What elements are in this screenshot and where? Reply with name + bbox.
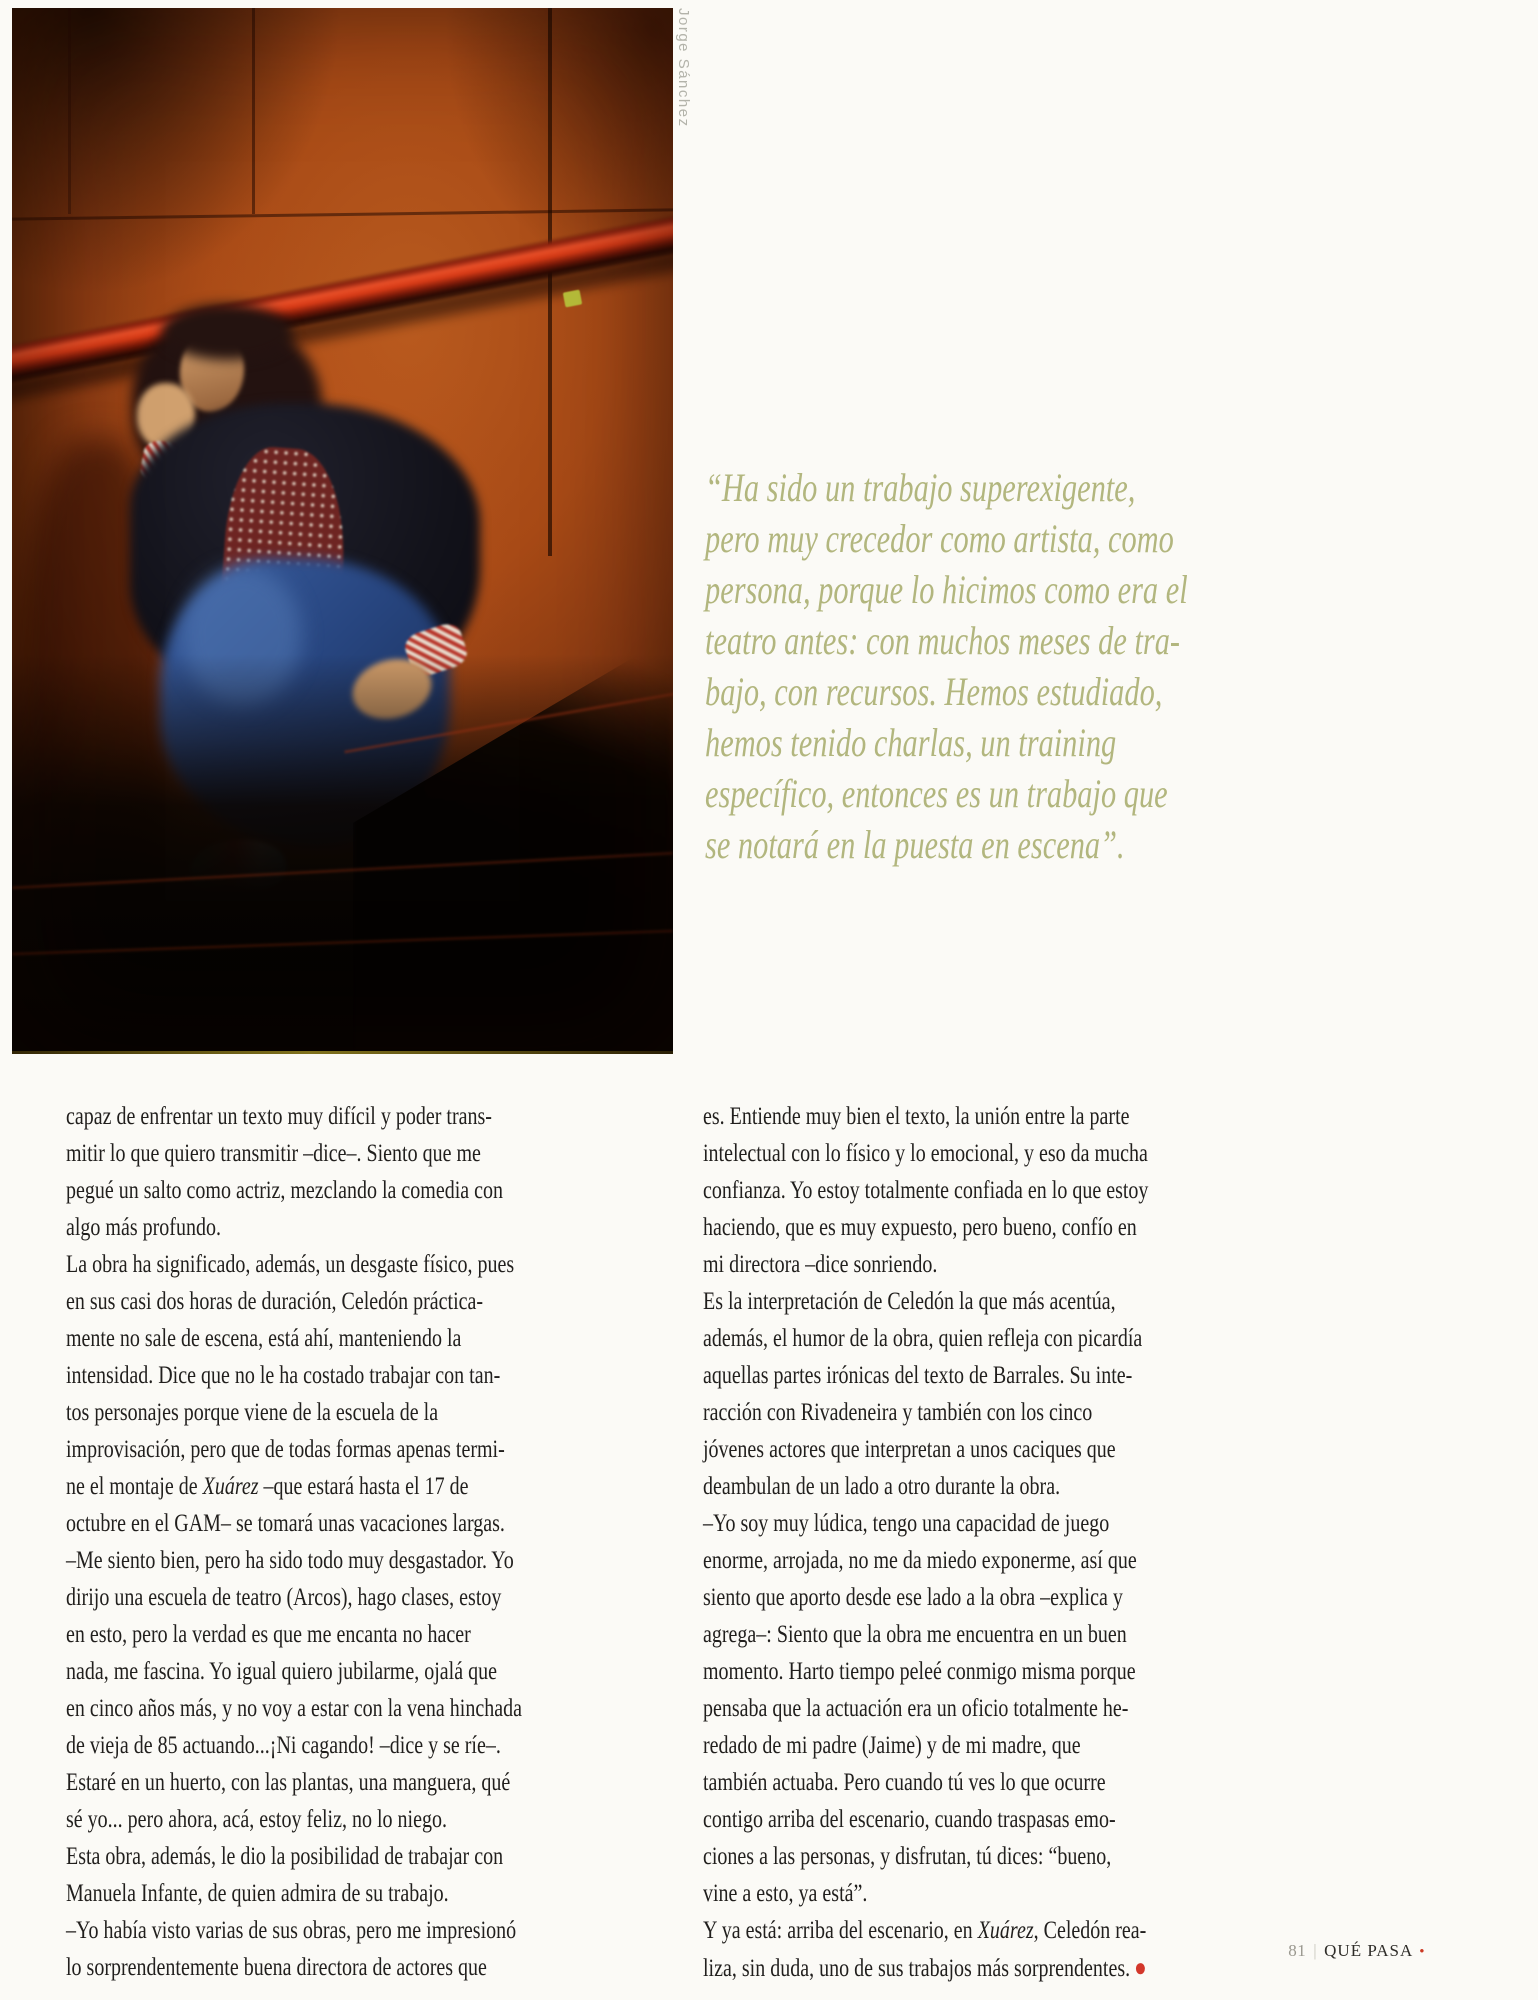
wall-panel-crack (548, 8, 552, 556)
photo-bottom-edge-line (12, 1051, 673, 1054)
pull-quote-line: pero muy crecedor como artista, como (705, 516, 1174, 561)
article-text-line: pegué un salto como actriz, mezclando la comedia con (66, 1177, 504, 1204)
article-text-line: mi directora –dice sonriendo. (703, 1251, 938, 1278)
article-text-line: siento que aporto desde ese lado a la obra –explica y (703, 1584, 1123, 1611)
photo-wall-background (12, 8, 673, 1054)
jeans-knee-highlight (182, 566, 302, 706)
article-text-line: intelectual con lo físico y lo emocional, y eso da mucha (703, 1140, 1148, 1167)
article-column-left (66, 1098, 522, 1986)
article-text-line: Esta obra, además, le dio la posibilidad de trabajar con (66, 1843, 504, 1870)
article-text-line: mitir lo que quiero transmitir –dice–. Siento que me (66, 1140, 481, 1167)
article-text-line: Y ya está: arriba del escenario, en Xuárez, Celedón rea- (703, 1917, 1147, 1944)
article-text-line: agrega–: Siento que la obra me encuentra en un buen (703, 1621, 1127, 1648)
article-text-line: tos personajes porque viene de la escuela de la (66, 1399, 439, 1426)
photo-credit: Jorge Sánchez (675, 8, 692, 128)
article-text-line: octubre en el GAM– se tomará unas vacaciones largas. (66, 1510, 505, 1537)
article-text-line: además, el humor de la obra, quien refleja con picardía (703, 1325, 1143, 1352)
article-text-line: también actuaba. Pero cuando tú ves lo que ocurre (703, 1769, 1106, 1796)
checkered-cuff-right (139, 438, 201, 489)
article-text-line: enorme, arrojada, no me da miedo exponerme, así que (703, 1547, 1137, 1574)
article-text-line: redado de mi padre (Jaime) y de mi madre, que (703, 1732, 1081, 1759)
wall-panel-seam-vertical (252, 8, 255, 214)
article-text-line: jóvenes actores que interpretan a unos caciques que (703, 1436, 1116, 1463)
pull-quote (705, 462, 1188, 870)
wall-panel-seam-vertical (68, 8, 71, 214)
woman-dark-blazer (130, 403, 480, 703)
article-text-line: aquellas partes irónicas del texto de Barrales. Su inte- (703, 1362, 1133, 1389)
pull-quote-line: específico, entonces es un trabajo que (705, 771, 1168, 816)
handrail (12, 212, 673, 387)
pull-quote-line: “Ha sido un trabajo superexigente, (705, 465, 1136, 510)
page-footer (1288, 1941, 1425, 1961)
article-text-line: es. Entiende muy bien el texto, la unión entre la parte (703, 1103, 1130, 1130)
article-text-line: dirijo una escuela de teatro (Arcos), hago clases, estoy (66, 1584, 502, 1611)
page-number: 81 (1288, 1941, 1307, 1960)
article-text-line: mente no sale de escena, está ahí, manteniendo la (66, 1325, 462, 1352)
article-text-line: ciones a las personas, y disfrutan, tú dices: “bueno, (703, 1843, 1112, 1870)
article-text-line: en esto, pero la verdad es que me encanta no hacer (66, 1621, 471, 1648)
article-text-line: racción con Rivadeneira y también con los cinco (703, 1399, 1093, 1426)
stair-edge (12, 929, 673, 955)
stair-edge (12, 852, 672, 890)
article-text-line: Es la interpretación de Celedón la que más acentúa, (703, 1288, 1116, 1315)
article-text-line: algo más profundo. (66, 1214, 221, 1241)
article-text-line: capaz de enfrentar un texto muy difícil y poder trans- (66, 1103, 492, 1130)
footer-red-dot: • (1419, 1944, 1425, 1960)
pull-quote-line: teatro antes: con muchos meses de tra- (705, 618, 1181, 663)
pull-quote-line: se notará en la puesta en escena”. (705, 822, 1125, 867)
footer-separator: | (1313, 1941, 1318, 1960)
woman-jeans (160, 558, 450, 848)
article-text-line: improvisación, pero que de todas formas apenas termi- (66, 1436, 505, 1463)
woman-left-hand (346, 651, 438, 728)
photo-woman-on-stairs (12, 8, 673, 1054)
article-text-line: Estaré en un huerto, con las plantas, una manguera, qué (66, 1769, 511, 1796)
seated-woman-figure (122, 308, 502, 928)
article-text-line: momento. Harto tiempo peleé conmigo misma porque (703, 1658, 1136, 1685)
article-text-line: liza, sin duda, uno de sus trabajos más sorprendentes. ● (703, 1953, 1147, 1982)
article-text-line: sé yo... pero ahora, acá, estoy feliz, no lo niego. (66, 1806, 447, 1833)
article-text-line: –Yo soy muy lúdica, tengo una capacidad de juego (703, 1510, 1110, 1537)
handrail-tag (563, 290, 583, 308)
article-text-line: vine a esto, ya está”. (703, 1880, 868, 1907)
pull-quote-line: persona, porque lo hicimos como era el (705, 567, 1188, 612)
article-column-right (703, 1098, 1148, 1987)
article-text-line: confianza. Yo estoy totalmente confiada en lo que estoy (703, 1177, 1149, 1204)
woman-hair (132, 318, 322, 498)
woman-right-hand (137, 383, 195, 449)
article-text-line: lo sorprendentemente buena directora de actores que (66, 1954, 487, 1981)
pull-quote-line: hemos tenido charlas, un training (705, 720, 1117, 765)
article-text-line: contigo arriba del escenario, cuando traspasas emo- (703, 1806, 1116, 1833)
article-text-line: ne el montaje de Xuárez –que estará hasta el 17 de (66, 1473, 469, 1500)
article-text-line: pensaba que la actuación era un oficio totalmente he- (703, 1695, 1129, 1722)
article-text-line: de vieja de 85 actuando...¡Ni cagando! –dice y se ríe–. (66, 1732, 501, 1759)
woman-colorful-sneaker (187, 835, 288, 901)
wall-panel-seam-horizontal (12, 208, 673, 220)
article-text-line: en sus casi dos horas de duración, Celedón práctica- (66, 1288, 484, 1315)
article-text-line: en cinco años más, y no voy a estar con la vena hinchada (66, 1695, 522, 1722)
article-text-line: Manuela Infante, de quien admira de su trabajo. (66, 1880, 449, 1907)
figure-wall-shadow (20, 438, 170, 918)
article-text-line: –Me siento bien, pero ha sido todo muy desgastador. Yo (66, 1547, 514, 1574)
handrail-shadow (12, 246, 673, 405)
article-text-line: deambulan de un lado a otro durante la obra. (703, 1473, 1061, 1500)
article-text-line: La obra ha significado, además, un desgaste físico, pues (66, 1251, 515, 1278)
woman-checkered-shirt (213, 444, 352, 722)
end-of-article-dot: ● (1134, 1953, 1147, 1982)
article-text-line: –Yo había visto varias de sus obras, pero me impresionó (66, 1917, 517, 1944)
article-text-line: haciendo, que es muy expuesto, pero bueno, confío en (703, 1214, 1137, 1241)
magazine-name: QUÉ PASA (1324, 1941, 1414, 1960)
article-text-line: intensidad. Dice que no le ha costado trabajar con tan- (66, 1362, 501, 1389)
stair-edge (344, 692, 673, 754)
article-text-line: nada, me fascina. Yo igual quiero jubilarme, ojalá que (66, 1658, 497, 1685)
checkered-cuff-left (402, 620, 471, 680)
woman-hair-top (162, 304, 292, 360)
woman-hair-strands (242, 418, 352, 618)
woman-face (176, 327, 248, 415)
dark-stairs-right (353, 634, 673, 1054)
pull-quote-line: bajo, con recursos. Hemos estudiado, (705, 669, 1163, 714)
dark-stairs (12, 654, 673, 1054)
